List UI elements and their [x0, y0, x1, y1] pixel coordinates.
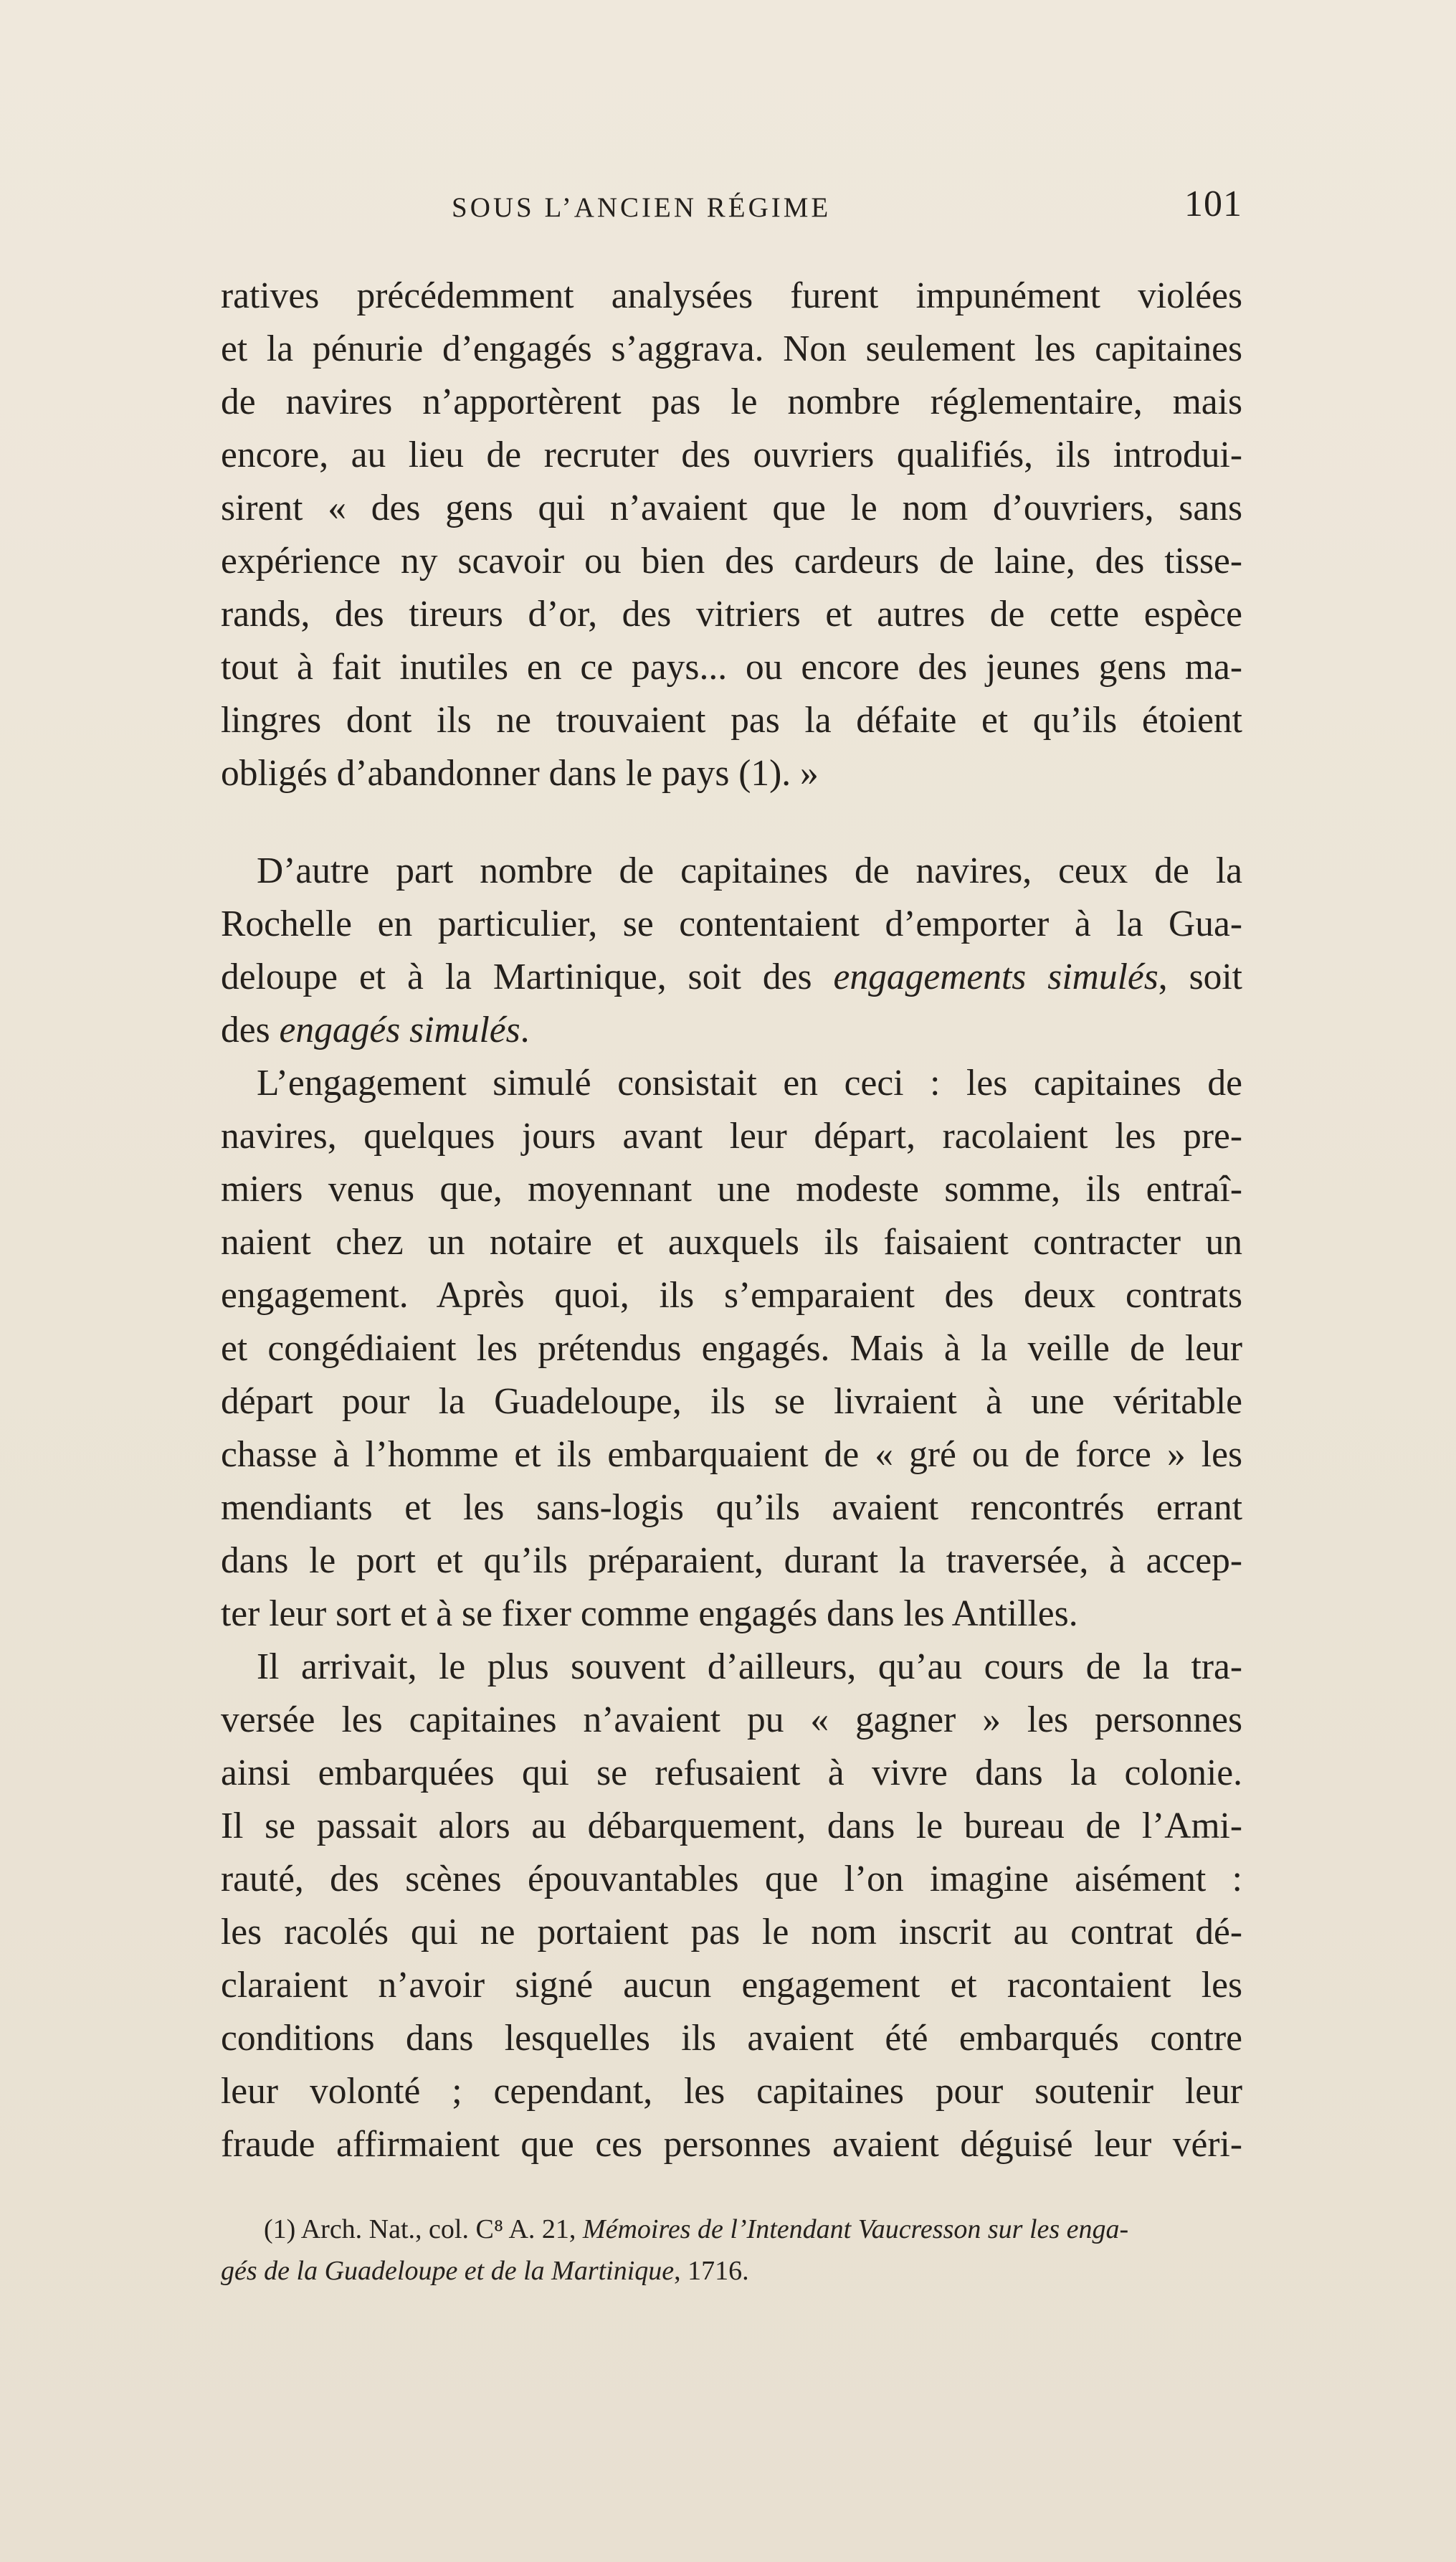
footnote — [221, 2208, 1242, 2292]
footnote-line — [221, 2208, 1242, 2250]
paragraph-1 — [221, 270, 1242, 800]
text-line: claraient n’avoir signé aucun engagement et racontaient les — [221, 1965, 1242, 2006]
text-line: chasse à l’homme et ils embarquaient de « gré ou de force » les — [221, 1434, 1242, 1475]
text-line: conditions dans lesquelles ils avaient été embarqués contre — [221, 2018, 1242, 2059]
italic-term: engagements simulés — [833, 957, 1158, 997]
text-line: engagement. Après quoi, ils s’emparaient des deux contrats — [221, 1275, 1242, 1316]
text-line: navires, quelques jours avant leur départ, racolaient les pre- — [221, 1116, 1242, 1157]
text-line: L’engagement simulé consistait en ceci : les capitaines de — [257, 1063, 1242, 1104]
text-span: . — [520, 1010, 530, 1050]
footnote-source: Arch. Nat., col. C⁸ A. 21, — [300, 2214, 576, 2244]
paragraph-2 — [221, 845, 1242, 1057]
text-line — [221, 951, 1242, 1004]
text-line: expérience ny scavoir ou bien des cardeurs de laine, des tisse- — [221, 541, 1242, 582]
page-number: 101 — [1184, 184, 1242, 224]
text-line: et la pénurie d’engagés s’aggrava. Non seulement les capitaines — [221, 328, 1242, 369]
text-line: D’autre part nombre de capitaines de navires, ceux de la — [257, 850, 1242, 891]
footnote-title: Mémoires de l’Intendant Vaucresson sur les enga- — [582, 2214, 1129, 2244]
text-span: des — [221, 1010, 270, 1050]
text-line: de navires n’apportèrent pas le nombre réglementaire, mais — [221, 381, 1242, 422]
text-line: Il arrivait, le plus souvent d’ailleurs, qu’au cours de la tra- — [257, 1646, 1242, 1687]
text-line: Il se passait alors au débarquement, dans le bureau de l’Ami- — [221, 1806, 1242, 1846]
footnote-year: , 1716. — [674, 2256, 749, 2286]
text-line: ter leur sort et à se fixer comme engagés dans les Antilles. — [221, 1593, 1078, 1634]
page-header — [221, 183, 1242, 233]
text-line: naient chez un notaire et auxquels ils faisaient contracter un — [221, 1222, 1242, 1263]
text-line: mendiants et les sans-logis qu’ils avaient rencontrés errant — [221, 1487, 1242, 1528]
text-line: départ pour la Guadeloupe, ils se livraient à une véritable — [221, 1381, 1242, 1422]
text-line: miers venus que, moyennant une modeste somme, ils entraî- — [221, 1169, 1242, 1210]
text-line: versée les capitaines n’avaient pu « gagner » les personnes — [221, 1699, 1242, 1740]
text-line: rands, des tireurs d’or, des vitriers et autres de cette espèce — [221, 594, 1242, 635]
running-head: SOUS L’ANCIEN RÉGIME — [452, 192, 832, 223]
text-line — [221, 1004, 1242, 1057]
text-line: lingres dont ils ne trouvaient pas la défaite et qu’ils étoient — [221, 700, 1242, 741]
text-line: fraude affirmaient que ces personnes avaient déguisé leur véri- — [221, 2124, 1242, 2165]
text-line: les racolés qui ne portaient pas le nom inscrit au contrat dé- — [221, 1912, 1242, 1953]
footnote-marker: (1) — [264, 2214, 296, 2244]
text-line: et congédiaient les prétendus engagés. Mais à la veille de leur — [221, 1328, 1242, 1369]
italic-term: engagés simulés — [279, 1010, 520, 1050]
paragraph-4 — [221, 1641, 1242, 2171]
text-span: deloupe et à la Martinique, soit des — [221, 957, 812, 997]
text-line: Rochelle en particulier, se contentaient d’emporter à la Gua- — [221, 903, 1242, 944]
text-line: tout à fait inutiles en ce pays... ou encore des jeunes gens ma- — [221, 647, 1242, 688]
paragraph-gap — [221, 800, 1242, 845]
text-line: encore, au lieu de recruter des ouvriers qualifiés, ils introdui- — [221, 435, 1242, 475]
paragraph-3 — [221, 1057, 1242, 1641]
text-line: obligés d’abandonner dans le pays (1). » — [221, 753, 819, 794]
text-line: ratives précédemment analysées furent impunément violées — [221, 275, 1242, 316]
text-line: rauté, des scènes épouvantables que l’on imagine aisément : — [221, 1859, 1242, 1899]
text-span: , soit — [1158, 957, 1242, 997]
text-line: sirent « des gens qui n’avaient que le nom d’ouvriers, sans — [221, 488, 1242, 528]
text-line: leur volonté ; cependant, les capitaines pour soutenir leur — [221, 2071, 1242, 2112]
text-line: dans le port et qu’ils préparaient, durant la traversée, à accep- — [221, 1540, 1242, 1581]
text-line: ainsi embarquées qui se refusaient à vivre dans la colonie. — [221, 1752, 1242, 1793]
footnote-title: gés de la Guadeloupe et de la Martinique — [221, 2256, 675, 2286]
body-text — [221, 270, 1242, 2171]
footnote-line — [221, 2250, 1242, 2292]
